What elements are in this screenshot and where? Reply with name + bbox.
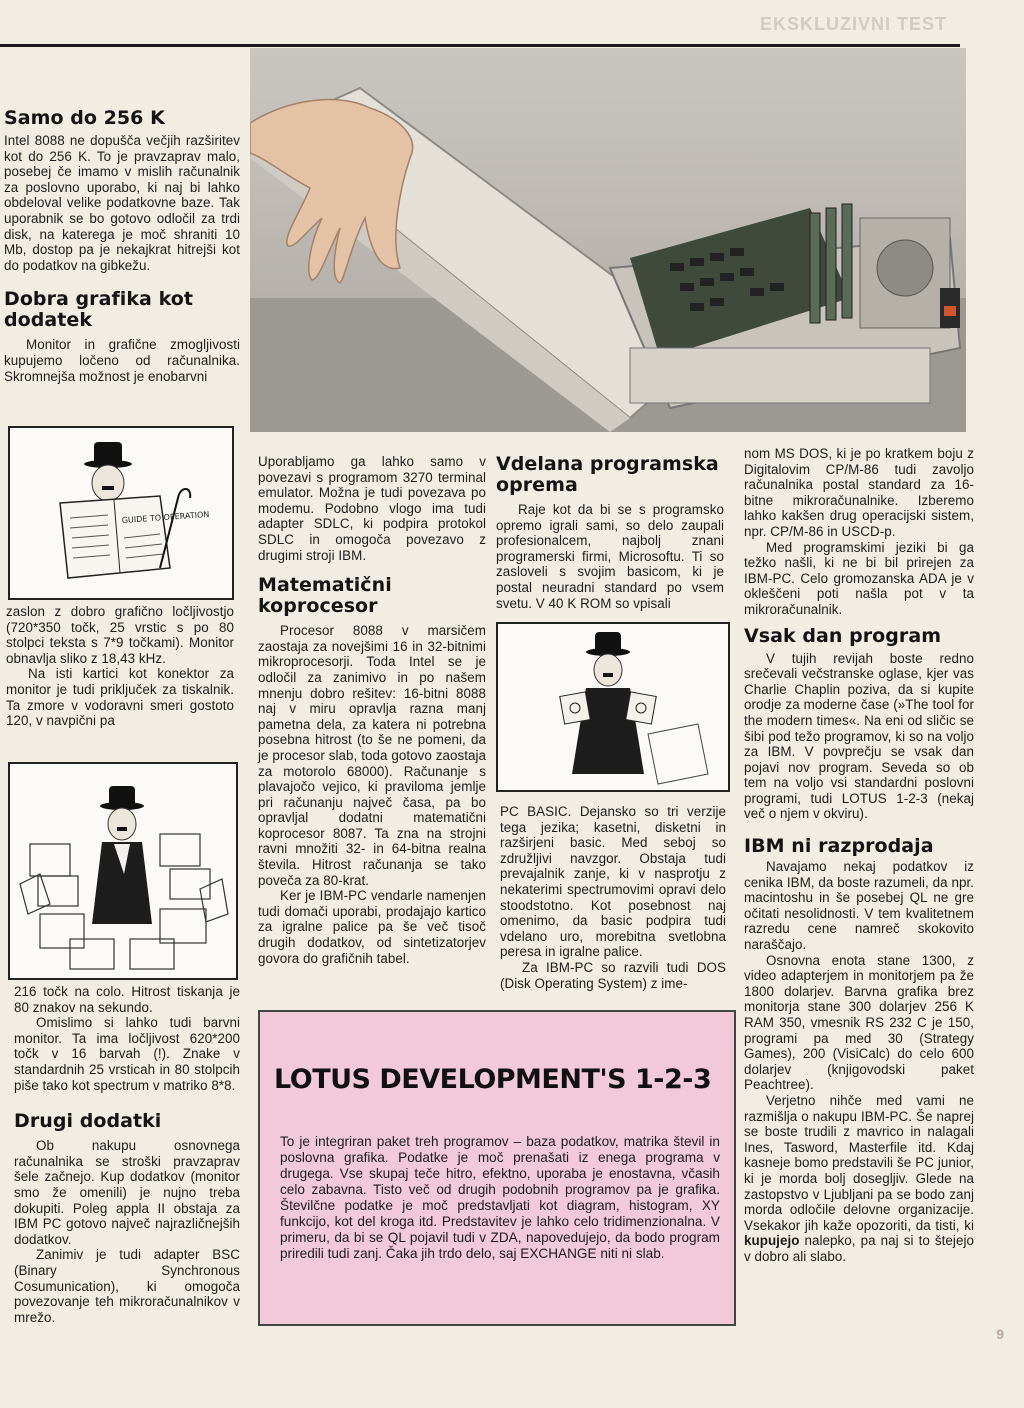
column-1-middle <box>6 604 234 729</box>
paragraph: Za IBM-PC so razvili tudi DOS (Disk Operating System) z ime- <box>500 959 726 991</box>
newspaper-headline: GUIDE TO OPERATION <box>121 509 210 525</box>
heading-vdelana-programska-oprema: Vdelana programska oprema <box>496 453 719 496</box>
lotus-box-text: To je integriran paket treh programov – baza podatkov, matrika števil in poslovna grafika. Podatke je moč prenašati iz enega programa v drugega. Vse skupaj teče hitro, efektno, uporaba je enostavna, včasih celo zabavna. Tisto več od drugih podobnih programov pa je grafika. Številčne podatke je moč predstavljati kot diagram, histogram, XY funkcijo, kot del kroga itd. Predstavitev je lahko celo tridimenzionalna. V primeru, da bi se QL pojavil tudi v ZDA, napovedujejo, da bodo program priredili tudi zanj. Čaka jih trdo delo, saj EXCHANGE niti ni slab. <box>280 1134 720 1261</box>
heading-samo-do-256k: Samo do 256 K <box>4 107 165 129</box>
paragraph: zaslon z dobro grafično ločljivostjo (720*350 točk, 25 vrstic s po 80 stolpci teksta s 7*9 točkami). Monitor obnavlja sliko z 18,43 kHz. <box>6 604 234 666</box>
page-number: 9 <box>996 1326 1004 1342</box>
paragraph: Monitor in grafične zmogljivosti kupujemo ločeno od računalnika. Skromnejša možnost je enobarvni <box>4 337 240 384</box>
chaplin-computers-cartoon <box>8 762 238 980</box>
paragraph: 216 točk na colo. Hitrost tiskanja je 80 znakov na sekundo. <box>14 984 240 1015</box>
text-run: Verjetno nihče med vami ne razmišlja o nakupu IBM-PC. Še naprej se boste trudili z mavrico in nalagali Ines, Tasword, Masterfile itd. Kdaj kasneje bomo predstavili še PC junior, ki je morda bolj dosegljiv. Glede na zastopstvo v Ljubljani pa se bodo zanj morda odločile delovne organizacije. Vsekakor jih kaže opozoriti, <box>744 1092 974 1233</box>
paragraph: V tujih revijah boste redno srečevali večstranske oglase, kjer vas Charlie Chaplin poziva, da si kupite orodje za moderne čase (»The tool for the modern times«. Na eni od sličic se šibi pod težo programov, ki so na voljo za IBM. V povprečju se vsak dan pojavi nov program. Seveda so ob tem na voljo vsi standardni poslovni programi, tudi LOTUS 1-2-3 (nekaj več o njem v okviru). <box>744 650 974 822</box>
column-1-top <box>4 108 240 384</box>
paragraph: Omislimo si lahko tudi barvni monitor. Ta ima ločljivost 620*200 točk v 16 barvah (!). Znake v standardnih 25 vrsticah in 80 stolpcih piše tako kot spectrum v matriko 8*8. <box>14 1015 240 1093</box>
column-4 <box>744 446 974 1265</box>
column-3-bottom <box>500 804 726 991</box>
paragraph: PC BASIC. Dejansko so tri verzije tega jezika; kasetni, disketni in razširjeni basic. Med seboj so združljivi navzgor. Obstaja tudi prevajalnik zanje, ki v nasprotju z nekaterimi spectrumovimi opravi delo stoodstotno. Kot posebnost naj omenimo, da basic podpira tudi vdelano uro, morebitna svetlobna peresa in igralne palice. <box>500 804 726 960</box>
paragraph: Ob nakupu osnovnega računalnika se stroški pravzaprav šele začnejo. Kup dodatkov (monitor smo že omenili) je nujno treba dokupiti. Poleg appla II obstaja za IBM PC gotovo največ najrazličnejših dodatkov. <box>14 1138 240 1247</box>
text-run: da tisti, ki <box>915 1217 974 1233</box>
chaplin-newspaper-cartoon <box>8 426 234 600</box>
column-2 <box>258 454 486 966</box>
paragraph: Uporabljamo ga lahko samo v povezavi s programom 3270 terminal emulator. Možna je tudi povezava po modemu. Podobno vlogo ima tudi adapter SDLC, ki podpira protokol SDLC in omogoča povezavo z drugimi stroji IBM. <box>258 454 486 563</box>
paragraph: Ker je IBM-PC vendarle namenjen tudi domači uporabi, prodajajo kartico za igralne palice pa še več tisoč drugih dodatkov, od sintetizatorjev govora do grafičnih tabel. <box>258 888 486 966</box>
lotus-sidebar-box <box>258 1010 736 1326</box>
heading-vsak-dan-program: Vsak dan program <box>744 624 942 647</box>
paragraph: Raje kot da bi se s programsko opremo igrali sami, so delo zaupali profesionalcem, najbolj znani programerski firmi, Microsoftu. Ti so zasloveli s svojim basicom, ki je postal neuradni standard po vsem svetu. V 40 K ROM so vpisali <box>496 502 724 611</box>
heading-dobra-grafika: Dobra grafika kot dodatek <box>4 288 193 332</box>
heading-drugi-dodatki: Drugi dodatki <box>14 1110 162 1133</box>
ibm-pc-photo <box>250 48 966 432</box>
paragraph: Zanimiv je tudi adapter BSC (Binary Synchronous Cosumunication), ki omogoča povezovanje teh mikroračunalnikov v mrežo. <box>14 1247 240 1325</box>
chaplin-floppy-cartoon <box>496 622 730 792</box>
column-3-top <box>496 454 724 611</box>
paragraph: Osnovna enota stane 1300, z video adapterjem in monitorjem pa že 1800 dolarjev. Barvna grafika brez monitorja stane 300 dolarjev 256 K RAM 350, vmesnik RS 232 C je 150, programi pa med 30 (Strategy Games), 200 (VisiCalc) do celo 600 dolarjev (knjigovodski paket Peachtree). <box>744 952 974 1093</box>
paragraph: Med programskimi jeziki bi ga težko našli, ki ne bi bil prirejen za IBM-PC. Celo gromozanska ADA je v okleščeni poti našla pot v ta mikroračunalnik. <box>744 539 974 617</box>
paragraph: Na isti kartici kot konektor za monitor je tudi priključek za tiskalnik. Ta zmore v vodoravni smeri gostoto 120, v navpični pa <box>6 666 234 729</box>
text-run: nalepko, pa naj si to štejejo v dobro ali slabo. <box>744 1233 974 1264</box>
column-1-bottom <box>14 984 240 1325</box>
emphasis-kupujejo: kupujejo <box>744 1233 800 1249</box>
running-header: EKSKLUZIVNI TEST <box>760 14 948 34</box>
paragraph: Navajamo nekaj podatkov iz cenika IBM, da boste razumeli, da npr. macintoshu in še posebej QL ne gre očitati nesolidnosti. V tem kvalitetnem razredu cene namreč skokovito naraščajo. <box>744 859 974 953</box>
paragraph: Procesor 8088 v marsičem zaostaja za novejšimi 16 in 32-bitnimi mikroprocesorji. Toda Intel se je odločil za zanimivo in po našem mnenju dobro rešitev: 16-bitni 8088 naj v miru opravlja razna manj pametna dela, za katera ni potrebna posebna hitrost (to še ne pomeni, da je procesor slab, toda gotovo zaostaja za motorolo 68000). Računanje s plavajočo vejico, ki praviloma jemlje pri računanju največ časa, pa bo opravljal dodatni matematični koprocesor 8087. Ta zna na strojni ravni množiti 32- in 64-bitna realna števila. Hitrost računanja se tako poveča za 80-krat. <box>258 623 486 888</box>
paragraph: Intel 8088 ne dopušča večjih razširitev kot do 256 K. To je pravzaprav malo, posebej če imamo v mislih računalnik za poslovno uporabo, ki naj bi lahko obdeloval velike podatkovne baze. Tak uporabnik se bo gotovo odločil za trdi disk, na katerega je moč shraniti 10 Mb, dostop pa je nekajkrat hitrejši kot do podatkov na gibkežu. <box>4 133 240 273</box>
paragraph: nom MS DOS, ki je po kratkem boju z Digitalovim CP/M-86 tudi zavoljo računalnika postal standard za 16-bitne mikroračunalnike. Izberemo lahko kakšen drug operacijski sistem, npr. CP/M-86 in USCD-p. <box>744 446 974 539</box>
lotus-box-title: LOTUS DEVELOPMENT'S 1-2-3 <box>274 1064 712 1095</box>
heading-ibm-ni-razprodaja: IBM ni razprodaja <box>744 835 934 858</box>
heading-matematicni-koprocesor: Matematični koprocesor <box>258 574 392 618</box>
paragraph <box>744 1093 974 1265</box>
top-rule <box>0 44 960 47</box>
